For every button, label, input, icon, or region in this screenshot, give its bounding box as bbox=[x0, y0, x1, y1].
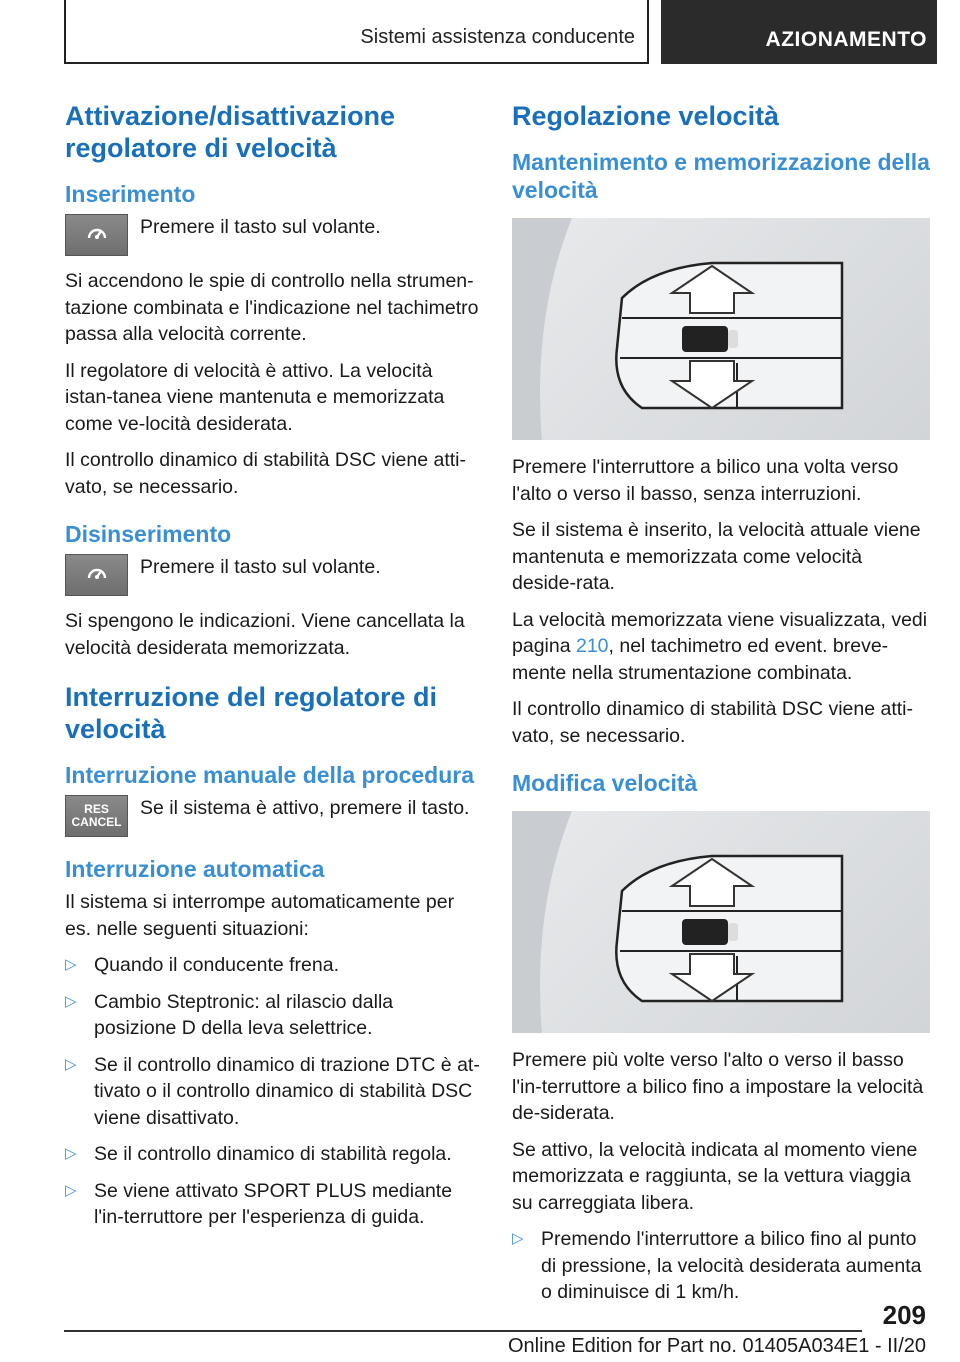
inserimento-paragraph-3: Il controllo dinamico di stabilità DSC viene atti-vato, se necessario. bbox=[65, 449, 467, 498]
inserimento-heading: Inserimento bbox=[65, 181, 196, 207]
list-item: ▷ Cambio Steptronic: al rilascio dalla posizione D della leva selettrice. bbox=[65, 990, 394, 1039]
cruise-control-icon bbox=[66, 215, 127, 255]
cruise-button-image bbox=[65, 554, 128, 596]
inserimento-button-text: Premere il tasto sul volante. bbox=[140, 216, 381, 238]
header-chapter-title: AZIONAMENTO bbox=[765, 28, 927, 51]
steering-wheel-illustration bbox=[512, 811, 930, 1033]
triangle-right-bullet-icon: ▷ bbox=[65, 1055, 77, 1073]
list-item: ▷ Se il controllo dinamico di trazione DTC è at-tivato o il controllo dinamico di stabilità DSC viene disattivato. bbox=[65, 1053, 480, 1129]
left-column bbox=[65, 100, 480, 1241]
modifica-heading: Modifica velocità bbox=[512, 770, 698, 796]
inserimento-paragraph-2: Il regolatore di velocità è attivo. La velocità istan-tanea viene mantenuta e memorizzata come ve-locità desiderata. bbox=[65, 359, 445, 435]
list-item: ▷ Quando il conducente frena. bbox=[65, 952, 480, 979]
cruise-button-image bbox=[65, 214, 128, 256]
triangle-right-bullet-icon: ▷ bbox=[512, 1230, 524, 1247]
triangle-right-bullet-icon: ▷ bbox=[65, 1145, 77, 1162]
cancel-label: CANCEL bbox=[71, 815, 122, 829]
triangle-right-bullet-icon: ▷ bbox=[65, 992, 77, 1010]
modifica-paragraph-1: Premere più volte verso l'alto o verso il basso l'in-terruttore a bilico fino a impostare la velocità de-siderata. bbox=[512, 1049, 924, 1124]
mantenimento-heading: Mantenimento e memorizzazione della velocità bbox=[512, 149, 930, 203]
inserimento-button-row bbox=[65, 214, 480, 256]
steering-wheel-switch-photo bbox=[512, 218, 930, 440]
steering-wheel-illustration bbox=[512, 218, 930, 440]
footer-edition: Online Edition for Part no. 01405A034E1 - II/20 bbox=[507, 1335, 926, 1357]
header-section-title: Sistemi assistenza conducente bbox=[360, 26, 635, 48]
list-item: ▷ Se il controllo dinamico di stabilità regola. bbox=[65, 1141, 480, 1168]
footer-divider bbox=[64, 1330, 862, 1332]
automatica-intro: Il sistema si interrompe automaticamente per es. nelle seguenti situazioni: bbox=[65, 891, 455, 940]
interruzione-title: Interruzione del regolatore di velocità bbox=[65, 682, 438, 744]
modifica-list bbox=[512, 1226, 930, 1306]
inserimento-paragraph-1: Si accendono le spie di controllo nella strumen-tazione combinata e l'indicazione nel tachimetro passa alla velocità corrente. bbox=[65, 270, 479, 345]
mantenimento-paragraph-4: Il controllo dinamico di stabilità DSC viene atti-vato, se necessario. bbox=[512, 698, 914, 747]
res-cancel-button-image bbox=[65, 795, 128, 837]
mantenimento-paragraph-3: La velocità memorizzata viene visualizzata, vedi pagina 210, nel tachimetro ed event. breve-mente nella strumentazione combinata. bbox=[512, 608, 928, 684]
list-item: ▷ Se viene attivato SPORT PLUS mediante l'in-terruttore per l'esperienza di guida. bbox=[65, 1179, 453, 1228]
triangle-right-bullet-icon: ▷ bbox=[65, 1181, 77, 1199]
page-number: 209 bbox=[882, 1300, 926, 1330]
cruise-control-icon bbox=[66, 555, 127, 595]
manuale-heading: Interruzione manuale della procedura bbox=[65, 762, 474, 788]
right-column bbox=[512, 100, 930, 1316]
disinserimento-heading: Disinserimento bbox=[65, 521, 232, 547]
mantenimento-paragraph-2: Se il sistema è inserito, la velocità attuale viene mantenuta e memorizzata come velocità deside-rata. bbox=[512, 519, 921, 594]
header-section-box bbox=[64, 0, 649, 64]
list-item: ▷ Premendo l'interruttore a bilico fino al punto di pressione, la velocità desiderata aumenta o diminuisce di 1 km/h. bbox=[512, 1228, 922, 1303]
res-cancel-icon bbox=[66, 796, 127, 836]
manuale-button-row bbox=[65, 795, 480, 837]
triangle-right-bullet-icon: ▷ bbox=[65, 956, 77, 973]
manuale-button-text: Se il sistema è attivo, premere il tasto. bbox=[140, 797, 470, 819]
disinserimento-button-row bbox=[65, 554, 480, 596]
automatica-list bbox=[65, 952, 480, 1231]
regolazione-title: Regolazione velocità bbox=[512, 101, 780, 131]
automatica-heading: Interruzione automatica bbox=[65, 856, 325, 882]
header-chapter-box bbox=[661, 0, 937, 64]
res-label: RES bbox=[84, 802, 109, 816]
page-210-link[interactable]: 210 bbox=[575, 635, 609, 657]
steering-wheel-switch-photo bbox=[512, 811, 930, 1033]
disinserimento-button-text: Premere il tasto sul volante. bbox=[140, 556, 381, 578]
disinserimento-paragraph-1: Si spengono le indicazioni. Viene cancellata la velocità desiderata memorizzata. bbox=[65, 610, 465, 659]
mantenimento-paragraph-1: Premere l'interruttore a bilico una volta verso l'alto o verso il basso, senza interruzioni. bbox=[512, 456, 899, 505]
modifica-paragraph-2: Se attivo, la velocità indicata al momento viene memorizzata e raggiunta, se la vettura viaggia su carreggiata libera. bbox=[512, 1138, 918, 1214]
activation-title: Attivazione/disattivazione regolatore di velocità bbox=[65, 101, 396, 163]
